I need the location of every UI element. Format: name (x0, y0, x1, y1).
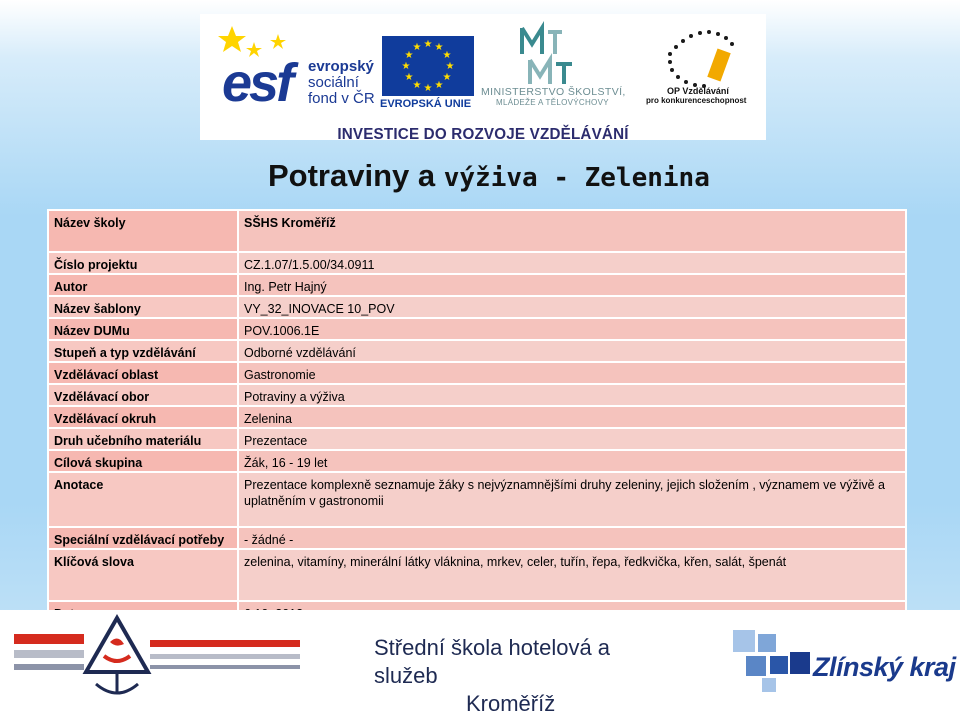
svg-text:★: ★ (412, 80, 422, 91)
table-row (48, 428, 906, 450)
row-label: Název školy (48, 210, 238, 252)
row-label: Cílová skupina (48, 450, 238, 472)
msmt-line-1: MINISTERSTVO ŠKOLSTVÍ, (481, 86, 626, 98)
msmt-letters (584, 38, 587, 39)
esf-star-icon (218, 26, 246, 52)
page-title (268, 158, 710, 198)
row-label: Anotace (48, 472, 238, 527)
row-value: Prezentace (238, 428, 906, 450)
svg-text:★: ★ (423, 83, 433, 94)
row-label: Autor (48, 274, 238, 296)
svg-text:★: ★ (401, 61, 411, 72)
table-row (48, 340, 906, 362)
row-value: Prezentace komplexně seznamuje žáky s nejvýznamnějšími druhy zeleniny, jejich složením , významem ve výživě a uplatněním v gastronomii (238, 472, 906, 527)
svg-text:★: ★ (434, 42, 444, 53)
row-label: Vzdělávací okruh (48, 406, 238, 428)
row-label: Název DUMu (48, 318, 238, 340)
table-row (48, 318, 906, 340)
table-row (48, 549, 906, 601)
table-row (48, 252, 906, 274)
row-label: Vzdělávací obor (48, 384, 238, 406)
row-value: zelenina, vitamíny, minerální látky vláknina, mrkev, celer, tuřín, řepa, ředkvička, křen, salát, špenát (238, 549, 906, 601)
school-name-line-2: Kroměříž (466, 691, 556, 716)
banner-slogan: INVESTICE DO ROZVOJE VZDĚLÁVÁNÍ (337, 126, 629, 143)
op-line-2: pro konkurenceschopnost (646, 96, 747, 105)
row-value: VY_32_INOVACE 10_POV (238, 296, 906, 318)
table-row (48, 406, 906, 428)
eu-flag-icon (382, 36, 474, 96)
op-vzdelavani-logo (668, 30, 734, 88)
table-row (48, 472, 906, 527)
row-label: Druh učebního materiálu (48, 428, 238, 450)
row-label: Název šablony (48, 296, 238, 318)
table-row (48, 210, 906, 252)
row-value: POV.1006.1E (238, 318, 906, 340)
msmt-line-2: MLÁDEŽE A TĚLOVÝCHOVY (496, 98, 609, 107)
row-value: Žák, 16 - 19 let (238, 450, 906, 472)
esf-line-3: fond v ČR (308, 90, 375, 107)
eu-label: EVROPSKÁ UNIE (380, 98, 472, 110)
esf-star-icon (270, 34, 286, 49)
row-label: Číslo projektu (48, 252, 238, 274)
school-emblem-icon (86, 618, 148, 693)
row-value: Potraviny a výživa (238, 384, 906, 406)
row-label: Speciální vzdělávací potřeby (48, 527, 238, 549)
row-value: Ing. Petr Hajný (238, 274, 906, 296)
svg-text:★: ★ (412, 42, 422, 53)
table-row (48, 362, 906, 384)
school-name-line-1: Střední škola hotelová a služeb (374, 635, 611, 688)
table-row (48, 296, 906, 318)
esf-letters: esf (222, 53, 292, 113)
row-value: SŠHS Kroměříž (238, 210, 906, 252)
row-label: Vzdělávací oblast (48, 362, 238, 384)
school-name (374, 634, 664, 718)
svg-text:★: ★ (404, 72, 414, 83)
table-row (48, 274, 906, 296)
row-label: Stupeň a typ vzdělávání (48, 340, 238, 362)
svg-text:★: ★ (423, 39, 433, 50)
svg-text:★: ★ (442, 72, 452, 83)
row-value: Zelenina (238, 406, 906, 428)
svg-text:★: ★ (404, 50, 414, 61)
row-value: Gastronomie (238, 362, 906, 384)
svg-text:★: ★ (442, 50, 452, 61)
region-name: Zlínský kraj (813, 652, 956, 682)
row-label: Klíčová slova (48, 549, 238, 601)
table-row (48, 527, 906, 549)
metadata-table (47, 209, 907, 625)
zlin-region-logo-icon (733, 630, 810, 692)
footer (0, 610, 960, 720)
table-row (48, 450, 906, 472)
decorative-stripes (14, 634, 300, 670)
title-part-2: výživa - Zelenina (443, 163, 710, 193)
op-line-1: OP Vzdělávání (667, 86, 729, 96)
esf-line-2: sociální (308, 74, 359, 91)
table-row (48, 384, 906, 406)
logo-banner (200, 14, 766, 143)
row-value: Odborné vzdělávání (238, 340, 906, 362)
svg-text:★: ★ (434, 80, 444, 91)
row-value: - žádné - (238, 527, 906, 549)
row-value: CZ.1.07/1.5.00/34.0911 (238, 252, 906, 274)
svg-text:★: ★ (445, 61, 455, 72)
esf-line-1: evropský (308, 58, 374, 75)
msmt-logo (522, 28, 572, 84)
title-part-1: Potraviny a (268, 158, 444, 193)
